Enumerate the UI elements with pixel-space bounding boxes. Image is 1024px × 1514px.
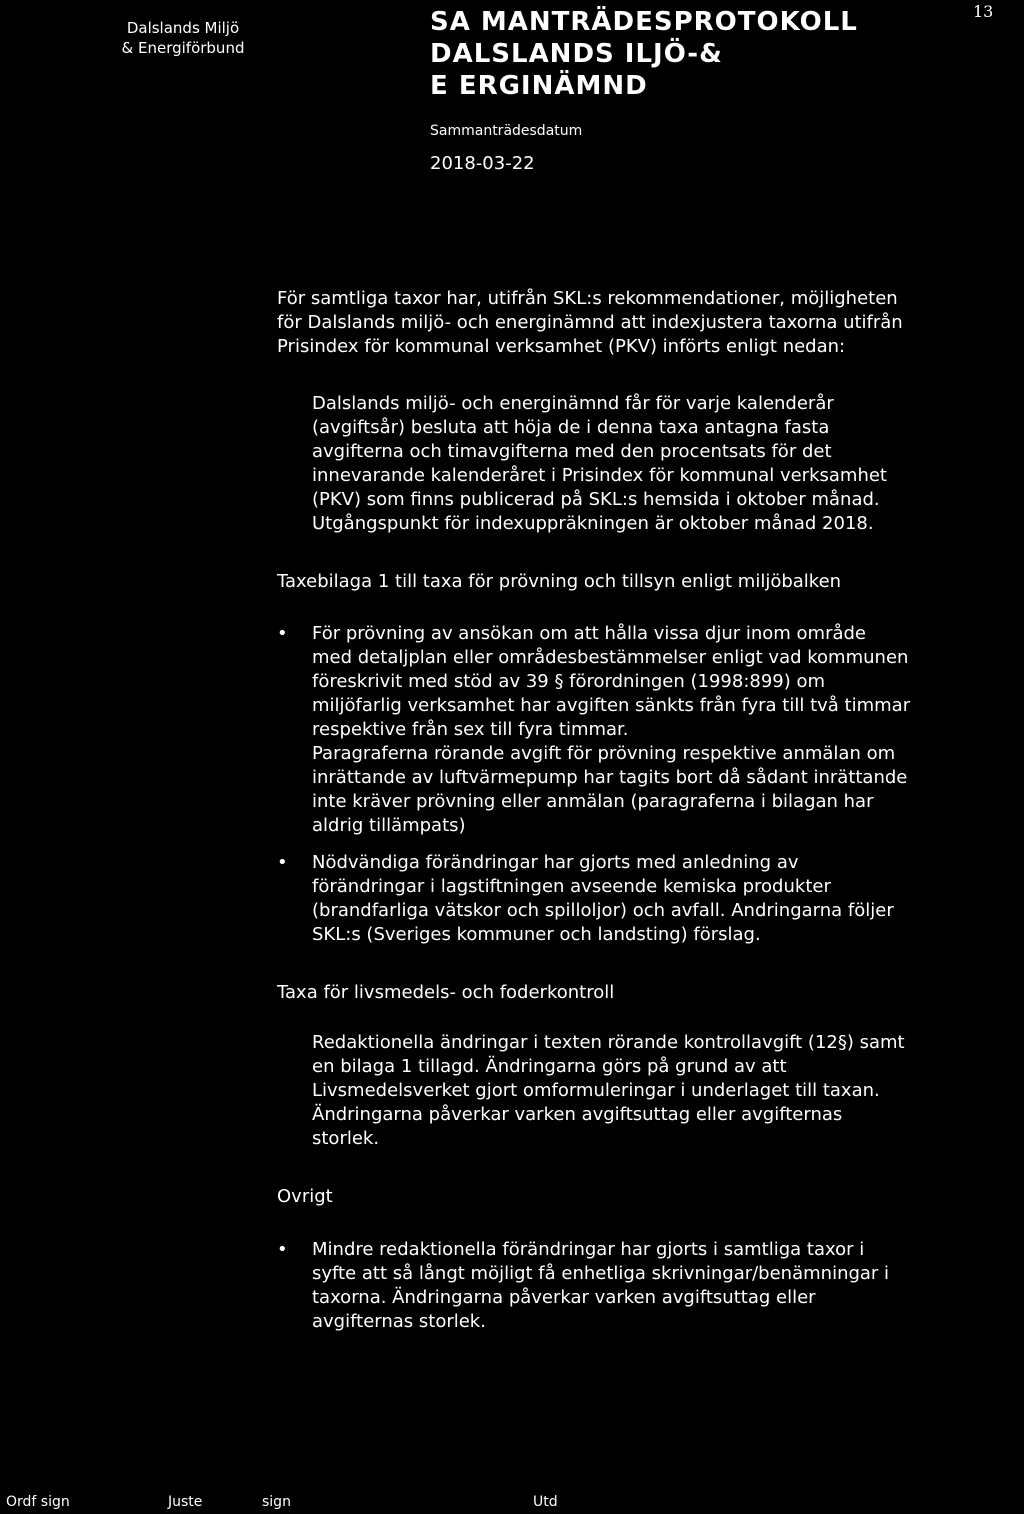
bullet-line: (brandfarliga vätskor och spilloljor) och avfall. Andringarna följer bbox=[312, 900, 894, 921]
quote-line: (PKV) som finns publicerad på SKL:s hemsida i oktober månad. bbox=[312, 489, 880, 510]
footer-juste: Juste bbox=[168, 1494, 203, 1510]
intro-line: För samtliga taxor har, utifrån SKL:s rekommendationer, möjligheten bbox=[277, 288, 898, 309]
bullet-line: miljöfarlig verksamhet har avgiften sänkts från fyra till två timmar bbox=[312, 695, 911, 716]
quote-line: (avgiftsår) besluta att höja de i denna taxa antagna fasta bbox=[312, 417, 830, 438]
bullet-icon: • bbox=[277, 623, 288, 644]
organization-name bbox=[88, 18, 278, 58]
date-label: Sammanträdesdatum bbox=[430, 123, 583, 139]
footer-sign: sign bbox=[262, 1494, 291, 1510]
bullet-line: med detaljplan eller områdesbestämmelser enligt vad kommunen bbox=[312, 647, 909, 668]
paragraph-line: Livsmedelsverket gjort omformuleringar i underlaget till taxan. bbox=[312, 1080, 880, 1101]
document-title bbox=[430, 6, 858, 102]
bullet-line: Nödvändiga förändringar har gjorts med anledning av bbox=[312, 852, 799, 873]
bullet-line: inrättande av luftvärmepump har tagits bort då sådant inrättande bbox=[312, 767, 908, 788]
page-number: 13 bbox=[973, 2, 994, 21]
index-rule-quote bbox=[312, 392, 887, 536]
intro-line: Prisindex för kommunal verksamhet (PKV) införts enligt nedan: bbox=[277, 336, 846, 357]
quote-line: innevarande kalenderåret i Prisindex för kommunal verksamhet bbox=[312, 465, 887, 486]
intro-line: för Dalslands miljö- och energinämnd att indexjustera taxorna utifrån bbox=[277, 312, 903, 333]
bullet-line: förändringar i lagstiftningen avseende kemiska produkter bbox=[312, 876, 831, 897]
bullet-icon: • bbox=[277, 852, 288, 873]
paragraph-line: Redaktionella ändringar i texten rörande kontrollavgift (12§) samt bbox=[312, 1032, 905, 1053]
bullet-icon: • bbox=[277, 1239, 288, 1260]
bullet-line: föreskrivit med stöd av 39 § förordningen (1998:899) om bbox=[312, 671, 826, 692]
bullet-line: syfte att så långt möjligt få enhetliga skrivningar/benämningar i bbox=[312, 1263, 890, 1284]
quote-line: Utgångspunkt för indexuppräkningen är oktober månad 2018. bbox=[312, 513, 874, 534]
bullet-line: respektive från sex till fyra timmar. bbox=[312, 719, 629, 740]
title-line-1: SA MANTRÄDESPROTOKOLL bbox=[430, 7, 858, 37]
org-line-1: Dalslands Miljö bbox=[126, 19, 240, 37]
paragraph-line: en bilaga 1 tillagd. Ändringarna görs på grund av att bbox=[312, 1056, 787, 1077]
meeting-date: 2018-03-22 bbox=[430, 153, 535, 174]
bullet-line: avgifternas storlek. bbox=[312, 1311, 486, 1332]
section-heading-ovrigt: Ovrigt bbox=[277, 1186, 333, 1207]
footer-utd: Utd bbox=[533, 1494, 558, 1510]
section-heading-livsmedel: Taxa för livsmedels- och foderkontroll bbox=[277, 982, 615, 1003]
intro-paragraph bbox=[277, 287, 903, 359]
bullet-line: Mindre redaktionella förändringar har gjorts i samtliga taxor i bbox=[312, 1239, 865, 1260]
bullet-line: För prövning av ansökan om att hålla vissa djur inom område bbox=[312, 623, 867, 644]
section1-bullet-2 bbox=[312, 851, 894, 947]
bullet-line: taxorna. Ändringarna påverkar varken avgiftsuttag eller bbox=[312, 1287, 816, 1308]
quote-line: Dalslands miljö- och energinämnd får för varje kalenderår bbox=[312, 393, 834, 414]
bullet-line: aldrig tillämpats) bbox=[312, 815, 466, 836]
bullet-line: SKL:s (Sveriges kommuner och landsting) förslag. bbox=[312, 924, 761, 945]
section3-bullet-1 bbox=[312, 1238, 889, 1334]
title-line-2: DALSLANDS ILJÖ-& bbox=[430, 39, 723, 69]
paragraph-line: storlek. bbox=[312, 1128, 380, 1149]
footer-ordf-sign: Ordf sign bbox=[6, 1494, 70, 1510]
bullet-line: Paragraferna rörande avgift för prövning respektive anmälan om bbox=[312, 743, 896, 764]
section2-paragraph bbox=[312, 1031, 905, 1151]
title-line-3: E ERGINÄMND bbox=[430, 71, 648, 101]
org-line-2: & Energiförbund bbox=[121, 39, 245, 57]
quote-line: avgifterna och timavgifterna med den procentsats för det bbox=[312, 441, 832, 462]
paragraph-line: Ändringarna påverkar varken avgiftsuttag eller avgifternas bbox=[312, 1104, 843, 1125]
section-heading-taxebilaga: Taxebilaga 1 till taxa för prövning och tillsyn enligt miljöbalken bbox=[277, 571, 842, 592]
section1-bullet-1 bbox=[312, 622, 910, 838]
bullet-line: inte kräver prövning eller anmälan (paragraferna i bilagan har bbox=[312, 791, 874, 812]
